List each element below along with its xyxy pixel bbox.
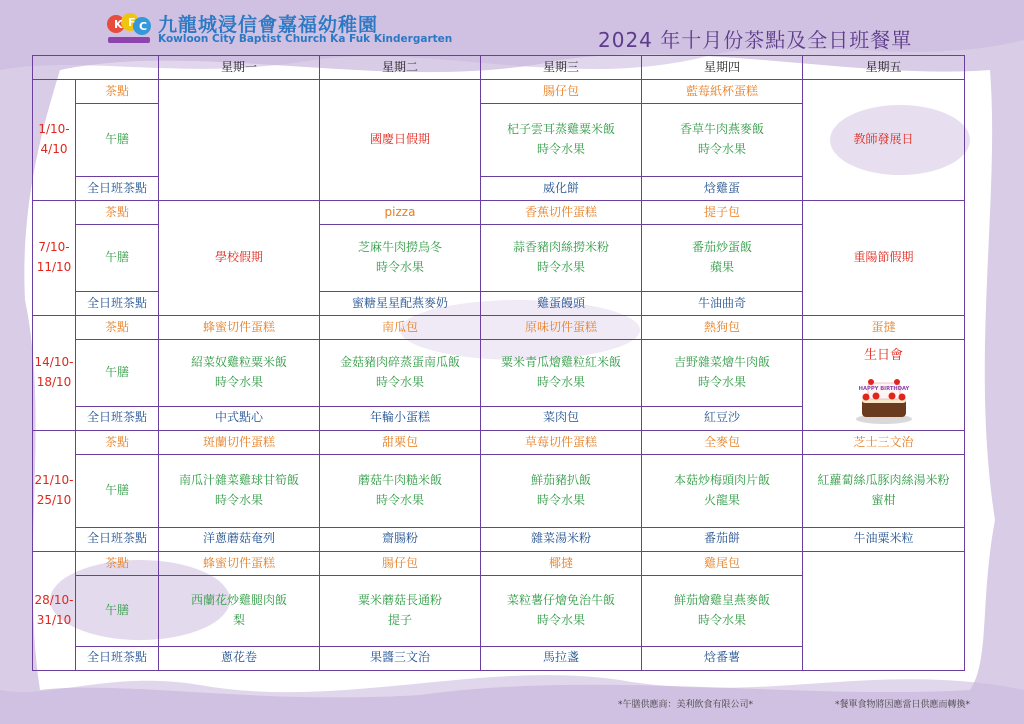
- svg-text:C: C: [139, 20, 148, 33]
- week3-thu-tea: 熱狗包: [642, 316, 803, 340]
- week1-tue-holiday: 國慶日假期: [320, 80, 481, 201]
- week5-wed-lunch: 菜粒薯仔燴免治牛飯 時令水果: [481, 576, 642, 647]
- header-corner: [33, 56, 159, 80]
- week2-tue-tea: pizza: [320, 201, 481, 225]
- week3-lunch-row: [33, 340, 965, 407]
- week5-tue-full: 果醬三文治: [320, 646, 481, 670]
- row-label-tea: 茶點: [76, 551, 159, 575]
- week1-fri-holiday: 教師發展日: [803, 80, 965, 201]
- week4-range: 21/10- 25/10: [33, 430, 76, 551]
- day-header-tue: 星期二: [320, 56, 481, 80]
- row-label-tea: 茶點: [76, 80, 159, 104]
- menu-table: [32, 55, 965, 671]
- week5-range: 28/10- 31/10: [33, 551, 76, 670]
- week1-range: 1/10- 4/10: [33, 80, 76, 201]
- week5-thu-tea: 雞尾包: [642, 551, 803, 575]
- row-label-tea: 茶點: [76, 201, 159, 225]
- week2-wed-tea: 香蕉切件蛋糕: [481, 201, 642, 225]
- week2-wed-lunch: 蒜香豬肉絲撈米粉 時令水果: [481, 225, 642, 292]
- week1-wed-tea: 腸仔包: [481, 80, 642, 104]
- week4-mon-full: 洋蔥蘑菇奄列: [159, 527, 320, 551]
- row-label-full: 全日班茶點: [76, 291, 159, 315]
- row-label-lunch: 午膳: [76, 340, 159, 407]
- row-label-full: 全日班茶點: [76, 646, 159, 670]
- week4-tue-lunch: 蘑菇牛肉糙米飯 時令水果: [320, 455, 481, 528]
- week5-wed-full: 馬拉盞: [481, 646, 642, 670]
- week2-wed-full: 雞蛋饅頭: [481, 291, 642, 315]
- week3-thu-lunch: 吉野雜菜燴牛肉飯 時令水果: [642, 340, 803, 407]
- footer-note: *餐單食物將因應當日供應而轉換*: [835, 700, 971, 710]
- week4-tue-full: 齋腸粉: [320, 527, 481, 551]
- week4-thu-full: 番茄餅: [642, 527, 803, 551]
- week1-tea-row: [33, 80, 965, 104]
- week5-mon-lunch: 西蘭花炒雞腿肉飯 梨: [159, 576, 320, 647]
- week1-thu-tea: 藍莓紙杯蛋糕: [642, 80, 803, 104]
- week2-thu-tea: 提子包: [642, 201, 803, 225]
- week3-tea-row: [33, 316, 965, 340]
- week3-mon-lunch: 紹菜奴雞粒粟米飯 時令水果: [159, 340, 320, 407]
- week4-mon-lunch: 南瓜汁雜菜雞球甘筍飯 時令水果: [159, 455, 320, 528]
- table-header-row: [33, 56, 965, 80]
- week4-tue-tea: 甜栗包: [320, 430, 481, 454]
- day-header-mon: 星期一: [159, 56, 320, 80]
- week3-thu-full: 紅豆沙: [642, 406, 803, 430]
- week1-thu-full: 焓雞蛋: [642, 176, 803, 200]
- week5-mon-full: 蔥花卷: [159, 646, 320, 670]
- week2-tea-row: [33, 201, 965, 225]
- week5-tue-tea: 腸仔包: [320, 551, 481, 575]
- week4-full-row: [33, 527, 965, 551]
- week2-thu-full: 牛油曲奇: [642, 291, 803, 315]
- week4-wed-tea: 草莓切件蛋糕: [481, 430, 642, 454]
- header: [0, 0, 1024, 52]
- school-name-cn: 九龍城浸信會嘉福幼稚園: [158, 14, 379, 36]
- row-label-full: 全日班茶點: [76, 176, 159, 200]
- week5-fri-empty: [803, 551, 965, 670]
- week3-wed-full: 菜肉包: [481, 406, 642, 430]
- row-label-full: 全日班茶點: [76, 406, 159, 430]
- week4-mon-tea: 斑蘭切件蛋糕: [159, 430, 320, 454]
- svg-text:K: K: [114, 18, 123, 31]
- week5-thu-full: 焓番薯: [642, 646, 803, 670]
- week3-mon-full: 中式點心: [159, 406, 320, 430]
- week2-fri-holiday: 重陽節假期: [803, 201, 965, 316]
- page-title: 2024 年十月份茶點及全日班餐單: [598, 28, 913, 52]
- week5-mon-tea: 蜂蜜切件蛋糕: [159, 551, 320, 575]
- week1-wed-full: 威化餅: [481, 176, 642, 200]
- week4-wed-lunch: 鮮茄豬扒飯 時令水果: [481, 455, 642, 528]
- week2-range: 7/10- 11/10: [33, 201, 76, 316]
- kindergarten-logo-icon: [104, 10, 154, 46]
- row-label-full: 全日班茶點: [76, 527, 159, 551]
- birthday-party-label: 生日會: [863, 348, 903, 364]
- cake-text: HAPPY BIRTHDAY: [858, 385, 909, 392]
- week3-tue-lunch: 金菇豬肉碎蒸蛋南瓜飯 時令水果: [320, 340, 481, 407]
- week3-mon-tea: 蜂蜜切件蛋糕: [159, 316, 320, 340]
- row-label-lunch: 午膳: [76, 225, 159, 292]
- week4-wed-full: 雜菜湯米粉: [481, 527, 642, 551]
- day-header-thu: 星期四: [642, 56, 803, 80]
- week4-thu-lunch: 本菇炒梅頭肉片飯 火龍果: [642, 455, 803, 528]
- week3-fri-birthday: [803, 340, 965, 431]
- week1-mon-empty: [159, 80, 320, 201]
- week1-wed-lunch: 杞子雲耳蒸雞粟米飯 時令水果: [481, 104, 642, 177]
- week4-fri-full: 牛油粟米粒: [803, 527, 965, 551]
- week1-thu-lunch: 香草牛肉燕麥飯 時令水果: [642, 104, 803, 177]
- week5-wed-tea: 椰撻: [481, 551, 642, 575]
- week3-fri-tea: 蛋撻: [803, 316, 965, 340]
- footer-supplier: *午膳供應商：美利飲食有限公司*: [618, 700, 754, 710]
- week3-tue-full: 年輪小蛋糕: [320, 406, 481, 430]
- row-label-tea: 茶點: [76, 430, 159, 454]
- day-header-wed: 星期三: [481, 56, 642, 80]
- birthday-cake-icon: [852, 369, 916, 425]
- week4-tea-row: [33, 430, 965, 454]
- row-label-lunch: 午膳: [76, 455, 159, 528]
- week4-thu-tea: 全麥包: [642, 430, 803, 454]
- week4-fri-lunch: 紅蘿蔔絲瓜豚肉絲湯米粉 蜜柑: [803, 455, 965, 528]
- row-label-tea: 茶點: [76, 316, 159, 340]
- week3-wed-tea: 原味切件蛋糕: [481, 316, 642, 340]
- week5-thu-lunch: 鮮茄燴雞皇燕麥飯 時令水果: [642, 576, 803, 647]
- week2-tue-full: 蜜糖星星配燕麥奶: [320, 291, 481, 315]
- week5-tea-row: [33, 551, 965, 575]
- row-label-lunch: 午膳: [76, 576, 159, 647]
- week2-tue-lunch: 芝麻牛肉撈烏冬 時令水果: [320, 225, 481, 292]
- week4-lunch-row: [33, 455, 965, 528]
- svg-text:F: F: [128, 16, 136, 29]
- week4-fri-tea: 芝士三文治: [803, 430, 965, 454]
- row-label-lunch: 午膳: [76, 104, 159, 177]
- week3-tue-tea: 南瓜包: [320, 316, 481, 340]
- day-header-fri: 星期五: [803, 56, 965, 80]
- school-name-en: Kowloon City Baptist Church Ka Fuk Kindergarten: [158, 33, 453, 45]
- week2-mon-holiday: 學校假期: [159, 201, 320, 316]
- week3-wed-lunch: 粟米青瓜燴雞粒紅米飯 時令水果: [481, 340, 642, 407]
- week3-range: 14/10- 18/10: [33, 316, 76, 431]
- week2-thu-lunch: 番茄炒蛋飯 蘋果: [642, 225, 803, 292]
- week5-tue-lunch: 粟米蘑菇長通粉 提子: [320, 576, 481, 647]
